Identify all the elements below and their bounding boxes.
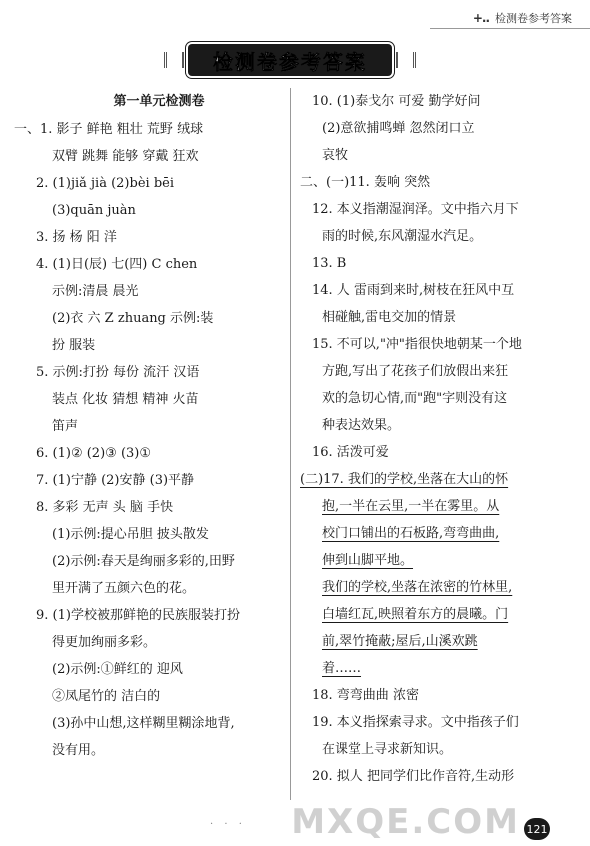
answer-line: 15. 不可以,"冲"指很快地朝某一个地 <box>312 337 522 352</box>
watermark-text: MXQE.COM <box>291 802 520 842</box>
answer-line: 雨的时候,东风潮湿水汽足。 <box>322 229 483 244</box>
column-divider <box>290 88 291 800</box>
answer-line: 6. (1)② (2)③ (3)① <box>36 446 152 461</box>
answer-line: (2)示例:①鲜红的 迎风 <box>52 662 183 677</box>
page-title: 检测卷参考答案 <box>213 49 367 74</box>
answer-line: 19. 本义指探索寻求。文中指孩子们 <box>312 715 519 730</box>
answer-line: 13. B <box>312 256 347 271</box>
answer-line: (3)quān juàn <box>52 203 136 218</box>
answer-line: 2. (1)jiǎ jià (2)bèi bēi <box>36 176 174 191</box>
answer-line: 伸到山脚平地。 <box>322 553 414 568</box>
section-title: 第一单元检测卷 <box>113 94 205 109</box>
header-title: 检测卷参考答案 <box>495 12 572 25</box>
answer-line: 10. (1)泰戈尔 可爱 勤学好问 <box>312 94 481 109</box>
answer-line: 装点 化妆 猜想 精神 火苗 <box>52 392 199 407</box>
right-answer-list <box>300 88 578 790</box>
answer-line: 5. 示例:打扮 每份 流汗 汉语 <box>36 365 200 380</box>
answer-line: 得更加绚丽多彩。 <box>52 635 157 650</box>
answer-line: 笛声 <box>52 419 79 434</box>
answer-line: 在课堂上寻求新知识。 <box>322 742 453 757</box>
answer-line: 14. 人 雷雨到来时,树枝在狂风中互 <box>312 283 515 298</box>
answer-line: 扮 服装 <box>52 338 96 353</box>
answer-line: (2)意欲捕鸣蝉 忽然闭口立 <box>322 121 475 136</box>
answer-line: 白墙红瓦,映照着东方的晨曦。门 <box>322 607 509 622</box>
answer-line: ②凤尾竹的 洁白的 <box>52 689 161 704</box>
answer-line: 相碰触,雷电交加的情景 <box>322 310 457 325</box>
answer-line: (2)衣 六 Z zhuang 示例:装 <box>52 311 214 326</box>
title-ornament-right <box>396 52 416 68</box>
answer-line: 抱,一半在云里,一半在雾里。从 <box>322 499 500 514</box>
page-header <box>473 10 572 26</box>
answer-line: (1)示例:提心吊胆 披头散发 <box>52 527 209 542</box>
answer-line: 18. 弯弯曲曲 浓密 <box>312 688 419 703</box>
answer-line: 前,翠竹掩蔽;屋后,山溪欢跳 <box>322 634 478 649</box>
page-title-banner <box>188 44 392 76</box>
answer-line: 里开满了五颜六色的花。 <box>52 581 196 596</box>
answer-line: 4. (1)日(辰) 七(四) C chen <box>36 257 198 272</box>
answer-line: 3. 扬 杨 阳 洋 <box>36 230 117 245</box>
answer-line: 我们的学校,坐落在浓密的竹林里, <box>322 580 513 595</box>
answer-line: 双臂 跳舞 能够 穿戴 狂欢 <box>52 149 199 164</box>
left-column <box>14 88 282 764</box>
answer-line: 示例:清晨 晨光 <box>52 284 139 299</box>
answer-line: (3)孙中山想,这样糊里糊涂地背, <box>52 716 235 731</box>
answer-line: 着…… <box>322 661 362 676</box>
answer-line: (2)示例:春天是绚丽多彩的,田野 <box>52 554 235 569</box>
answer-line: 种表达效果。 <box>322 418 401 433</box>
answer-line: 方跑,写出了花孩子们放假出来狂 <box>322 364 509 379</box>
left-answer-list <box>14 116 282 764</box>
answer-line: 7. (1)宁静 (2)安静 (3)平静 <box>36 473 195 488</box>
answer-line: 20. 拟人 把同学们比作音符,生动形 <box>312 769 515 784</box>
answer-line: (二)17. 我们的学校,坐落在大山的怀 <box>300 472 509 487</box>
page-number: 121 <box>524 818 550 840</box>
answer-line: 8. 多彩 无声 头 脑 手快 <box>36 500 174 515</box>
header-rule <box>430 28 590 29</box>
answer-line: 9. (1)学校被那鲜艳的民族服装打扮 <box>36 608 240 623</box>
answer-line: 16. 活泼可爱 <box>312 445 389 460</box>
answer-line: 校门口铺出的石板路,弯弯曲曲, <box>322 526 500 541</box>
page-footer <box>0 802 590 846</box>
header-decoration: +.. <box>472 11 489 25</box>
answer-line: 12. 本义指潮湿润泽。文中指六月下 <box>312 202 519 217</box>
title-ornament-left <box>164 52 184 68</box>
footer-dots: · · · <box>210 819 246 830</box>
answer-line: 哀牧 <box>322 148 349 163</box>
answer-line: 没有用。 <box>52 743 105 758</box>
answer-line: 二、(一)11. 轰响 突然 <box>300 175 431 190</box>
answer-line: 一、1. 影子 鲜艳 粗壮 荒野 绒球 <box>14 122 204 137</box>
answer-line: 欢的急切心情,而"跑"字则没有这 <box>322 391 508 406</box>
right-column <box>300 88 578 790</box>
